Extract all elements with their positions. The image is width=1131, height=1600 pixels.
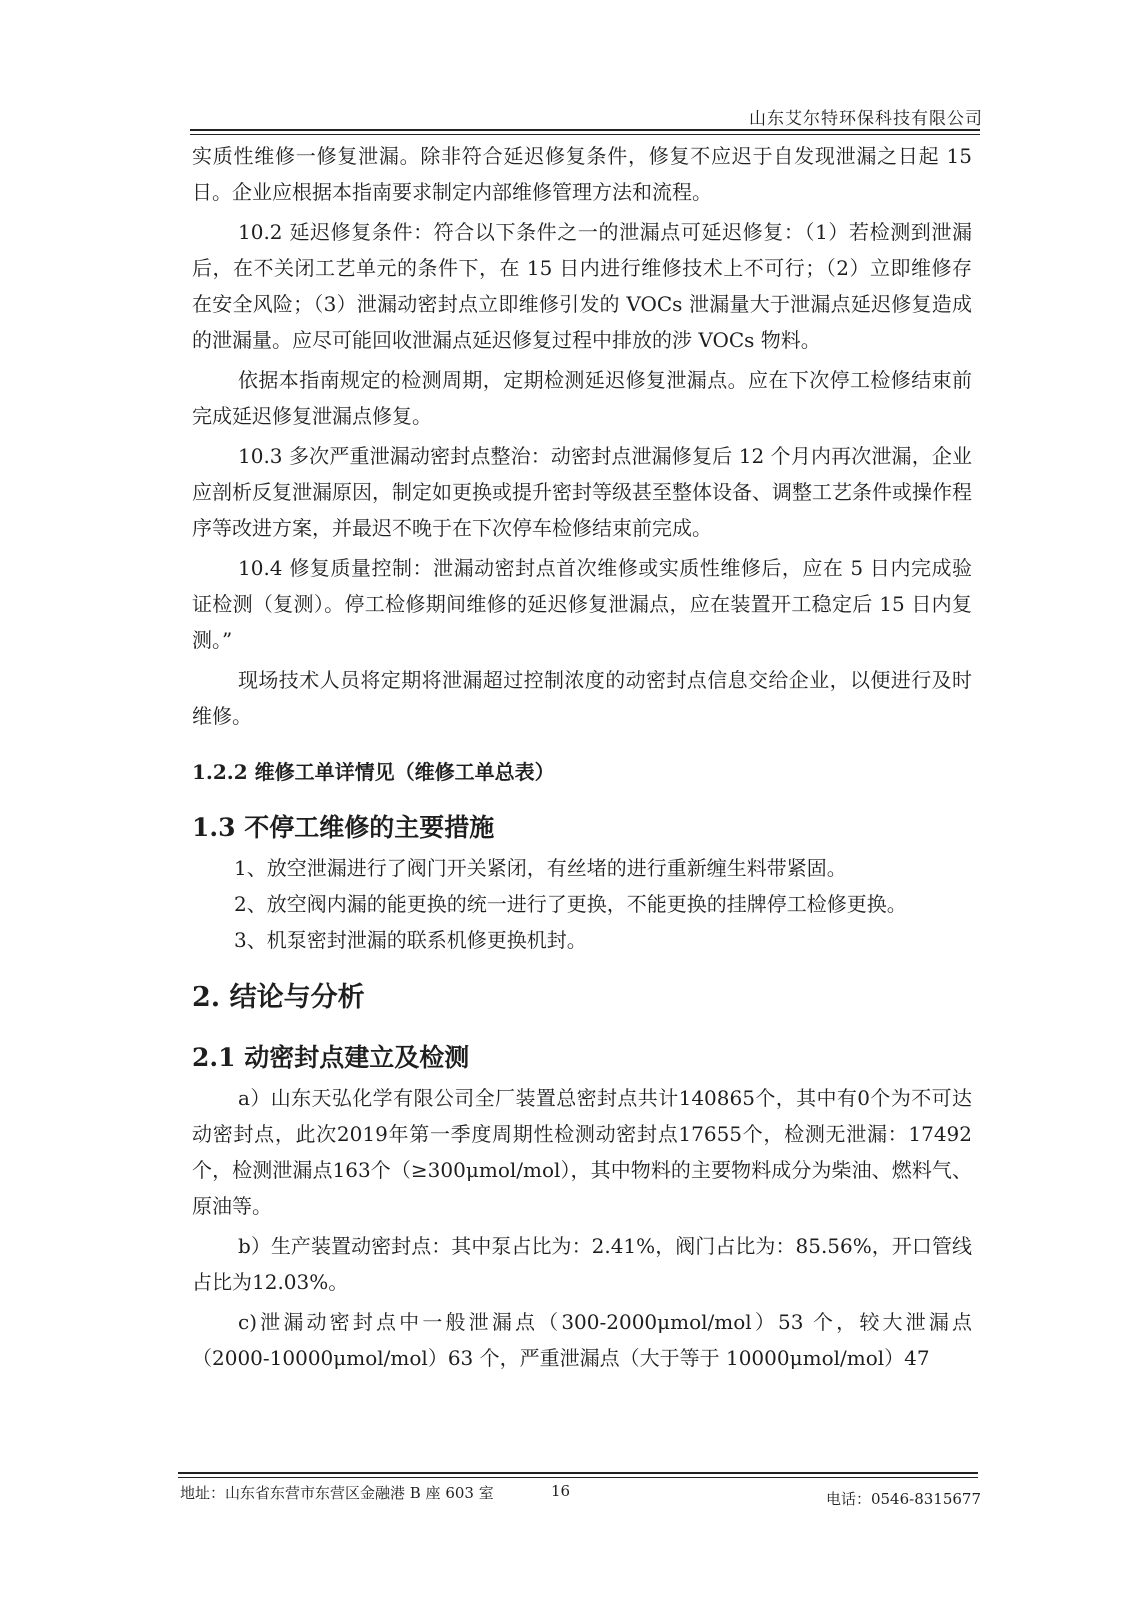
heading-1-2-2: 1.2.2 维修工单详情见（维修工单总表） <box>192 760 555 784</box>
heading-2-1: 2.1 动密封点建立及检测 <box>192 1043 470 1072</box>
list-item: 2、放空阀内漏的能更换的统一进行了更换，不能更换的挂牌停工检修更换。 <box>234 892 907 916</box>
paragraph-field-staff: 现场技术人员将定期将泄漏超过控制浓度的动密封点信息交给企业，以便进行及时维修。 <box>192 668 972 728</box>
paragraph-repair: 实质性维修一修复泄漏。除非符合延迟修复条件，修复不应迟于自发现泄漏之日起 15 日。企业应根据本指南要求制定内部维修管理方法和流程。 <box>192 144 972 204</box>
heading-2: 2. 结论与分析 <box>192 982 365 1013</box>
paragraph-b: b）生产装置动密封点：其中泵占比为：2.41%，阀门占比为：85.56%，开口管线占比为12.03%。 <box>192 1234 972 1294</box>
paragraph-c: c)泄漏动密封点中一般泄漏点（300-2000μmol/mol）53 个，较大泄漏点（2000-10000μmol/mol）63 个，严重泄漏点（大于等于 10000μmol/mol）47 <box>192 1310 972 1370</box>
list-item: 3、机泵密封泄漏的联系机修更换机封。 <box>234 928 587 952</box>
paragraph-a: a）山东天弘化学有限公司全厂装置总密封点共计140865个，其中有0个为不可达动密封点，此次2019年第一季度周期性检测动密封点17655个，检测无泄漏：17492个，检测泄漏点163个（≥300μmol/mol），其中物料的主要物料成分为柴油、燃料气、原油等。 <box>192 1086 972 1218</box>
footer-rule <box>178 1472 978 1474</box>
paragraph-10-3: 10.3 多次严重泄漏动密封点整治：动密封点泄漏修复后 12 个月内再次泄漏，企业应剖析反复泄漏原因，制定如更换或提升密封等级甚至整体设备、调整工艺条件或操作程序等改进方案，并最迟不晚于在下次停车检修结束前完成。 <box>192 444 972 540</box>
page-number: 16 <box>551 1482 571 1500</box>
header-company-name: 山东艾尔特环保科技有限公司 <box>749 109 983 129</box>
header-rule-thin <box>190 134 980 135</box>
footer-address: 地址：山东省东营市东营区金融港 B 座 603 室 <box>180 1484 494 1502</box>
paragraph-10-2: 10.2 延迟修复条件：符合以下条件之一的泄漏点可延迟修复：（1）若检测到泄漏后，在不关闭工艺单元的条件下，在 15 日内进行维修技术上不可行；（2）立即维修存在安全风险；（3）泄漏动密封点立即维修引发的 VOCs 泄漏量大于泄漏点延迟修复造成的泄漏量。应尽可能回收泄漏点延迟修复过程中排放的涉 VOCs 物料。 <box>192 220 972 352</box>
footer-rule-thin <box>178 1477 978 1478</box>
paragraph-10-4: 10.4 修复质量控制：泄漏动密封点首次维修或实质性维修后，应在 5 日内完成验证检测（复测）。停工检修期间维修的延迟修复泄漏点，应在装置开工稳定后 15 日内复测。” <box>192 556 972 652</box>
footer-phone: 电话：0546-8315677 <box>825 1490 981 1508</box>
list-item: 1、放空泄漏进行了阀门开关紧闭，有丝堵的进行重新缠生料带紧固。 <box>234 856 847 880</box>
paragraph-periodic-check: 依据本指南规定的检测周期，定期检测延迟修复泄漏点。应在下次停工检修结束前完成延迟修复泄漏点修复。 <box>192 368 972 428</box>
heading-1-3: 1.3 不停工维修的主要措施 <box>192 813 495 842</box>
page-body <box>192 138 972 1376</box>
header-rule <box>190 129 980 131</box>
